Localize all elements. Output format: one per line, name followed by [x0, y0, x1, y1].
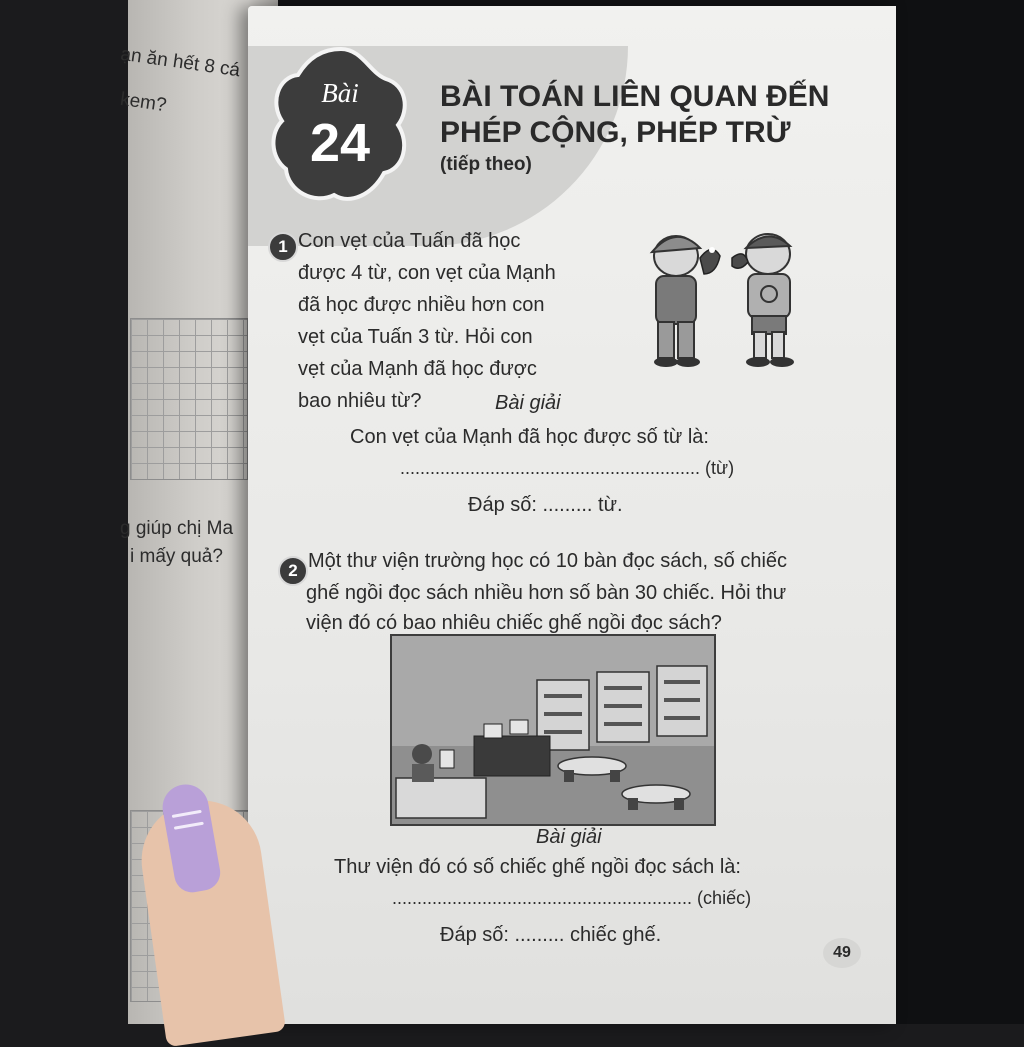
nail-stripe-1: [172, 810, 202, 818]
problem-2-line-1: Một thư viện trường học có 10 bàn đọc sách, số chiếc: [308, 550, 788, 572]
lesson-label: Bài: [321, 78, 359, 108]
lesson-title-line-1: BÀI TOÁN LIÊN QUAN ĐẾN: [440, 80, 830, 113]
lesson-subtitle: (tiếp theo): [440, 154, 532, 175]
left-page-text-4: i mấy quả?: [130, 546, 223, 567]
problem-1-line-2: được 4 từ, con vẹt của Mạnh: [298, 262, 556, 284]
problem-1-line-6: bao nhiêu từ?: [298, 390, 422, 412]
problem-2-number: 2: [278, 556, 308, 586]
left-page-text-3: g giúp chị Ma: [120, 518, 234, 539]
lesson-number: 24: [309, 113, 371, 173]
lesson-title-line-2: PHÉP CỘNG, PHÉP TRỪ: [440, 116, 791, 149]
left-page-grid-top: [130, 318, 248, 480]
problem-1-line-1: Con vẹt của Tuấn đã học: [298, 230, 521, 252]
problem-1-solution-label: Bài giải: [495, 392, 561, 414]
problem-2-line-3: viện đó có bao nhiêu chiếc ghế ngồi đọc sách?: [306, 612, 722, 634]
problem-1-line-5: vẹt của Mạnh đã học được: [298, 358, 537, 380]
problem-1-answer-line: ............................................................ (từ): [400, 458, 735, 478]
kids-parrot-illustration: [640, 218, 810, 374]
left-page-text-2: kem?: [118, 88, 168, 117]
problem-1-number: 1: [268, 232, 298, 262]
problem-2-answer-line: ............................................................ (chiếc): [392, 888, 752, 908]
problem-1-line-4: vẹt của Tuấn 3 từ. Hỏi con: [298, 326, 533, 348]
problem-2-solution-sentence: Thư viện đó có số chiếc ghế ngồi đọc sách là:: [334, 856, 741, 878]
library-illustration: [390, 634, 716, 826]
problem-1-answer-final: Đáp số: ......... từ.: [468, 494, 623, 516]
page-number: 49: [823, 938, 861, 968]
left-page-text-1: ạn ăn hết 8 cá: [119, 43, 242, 82]
background-right: [880, 0, 1024, 1024]
problem-2-solution-label: Bài giải: [536, 826, 602, 848]
problem-1-solution-sentence: Con vẹt của Mạnh đã học được số từ là:: [350, 426, 709, 448]
library-scene-icon: [392, 636, 714, 824]
nail-stripe-2: [174, 822, 204, 830]
problem-2-answer-final: Đáp số: ......... chiếc ghế.: [440, 924, 662, 946]
problem-1-line-3: đã học được nhiều hơn con: [298, 294, 545, 316]
problem-2-line-2: ghế ngồi đọc sách nhiều hơn số bàn 30 chiếc. Hỏi thư: [306, 582, 787, 604]
